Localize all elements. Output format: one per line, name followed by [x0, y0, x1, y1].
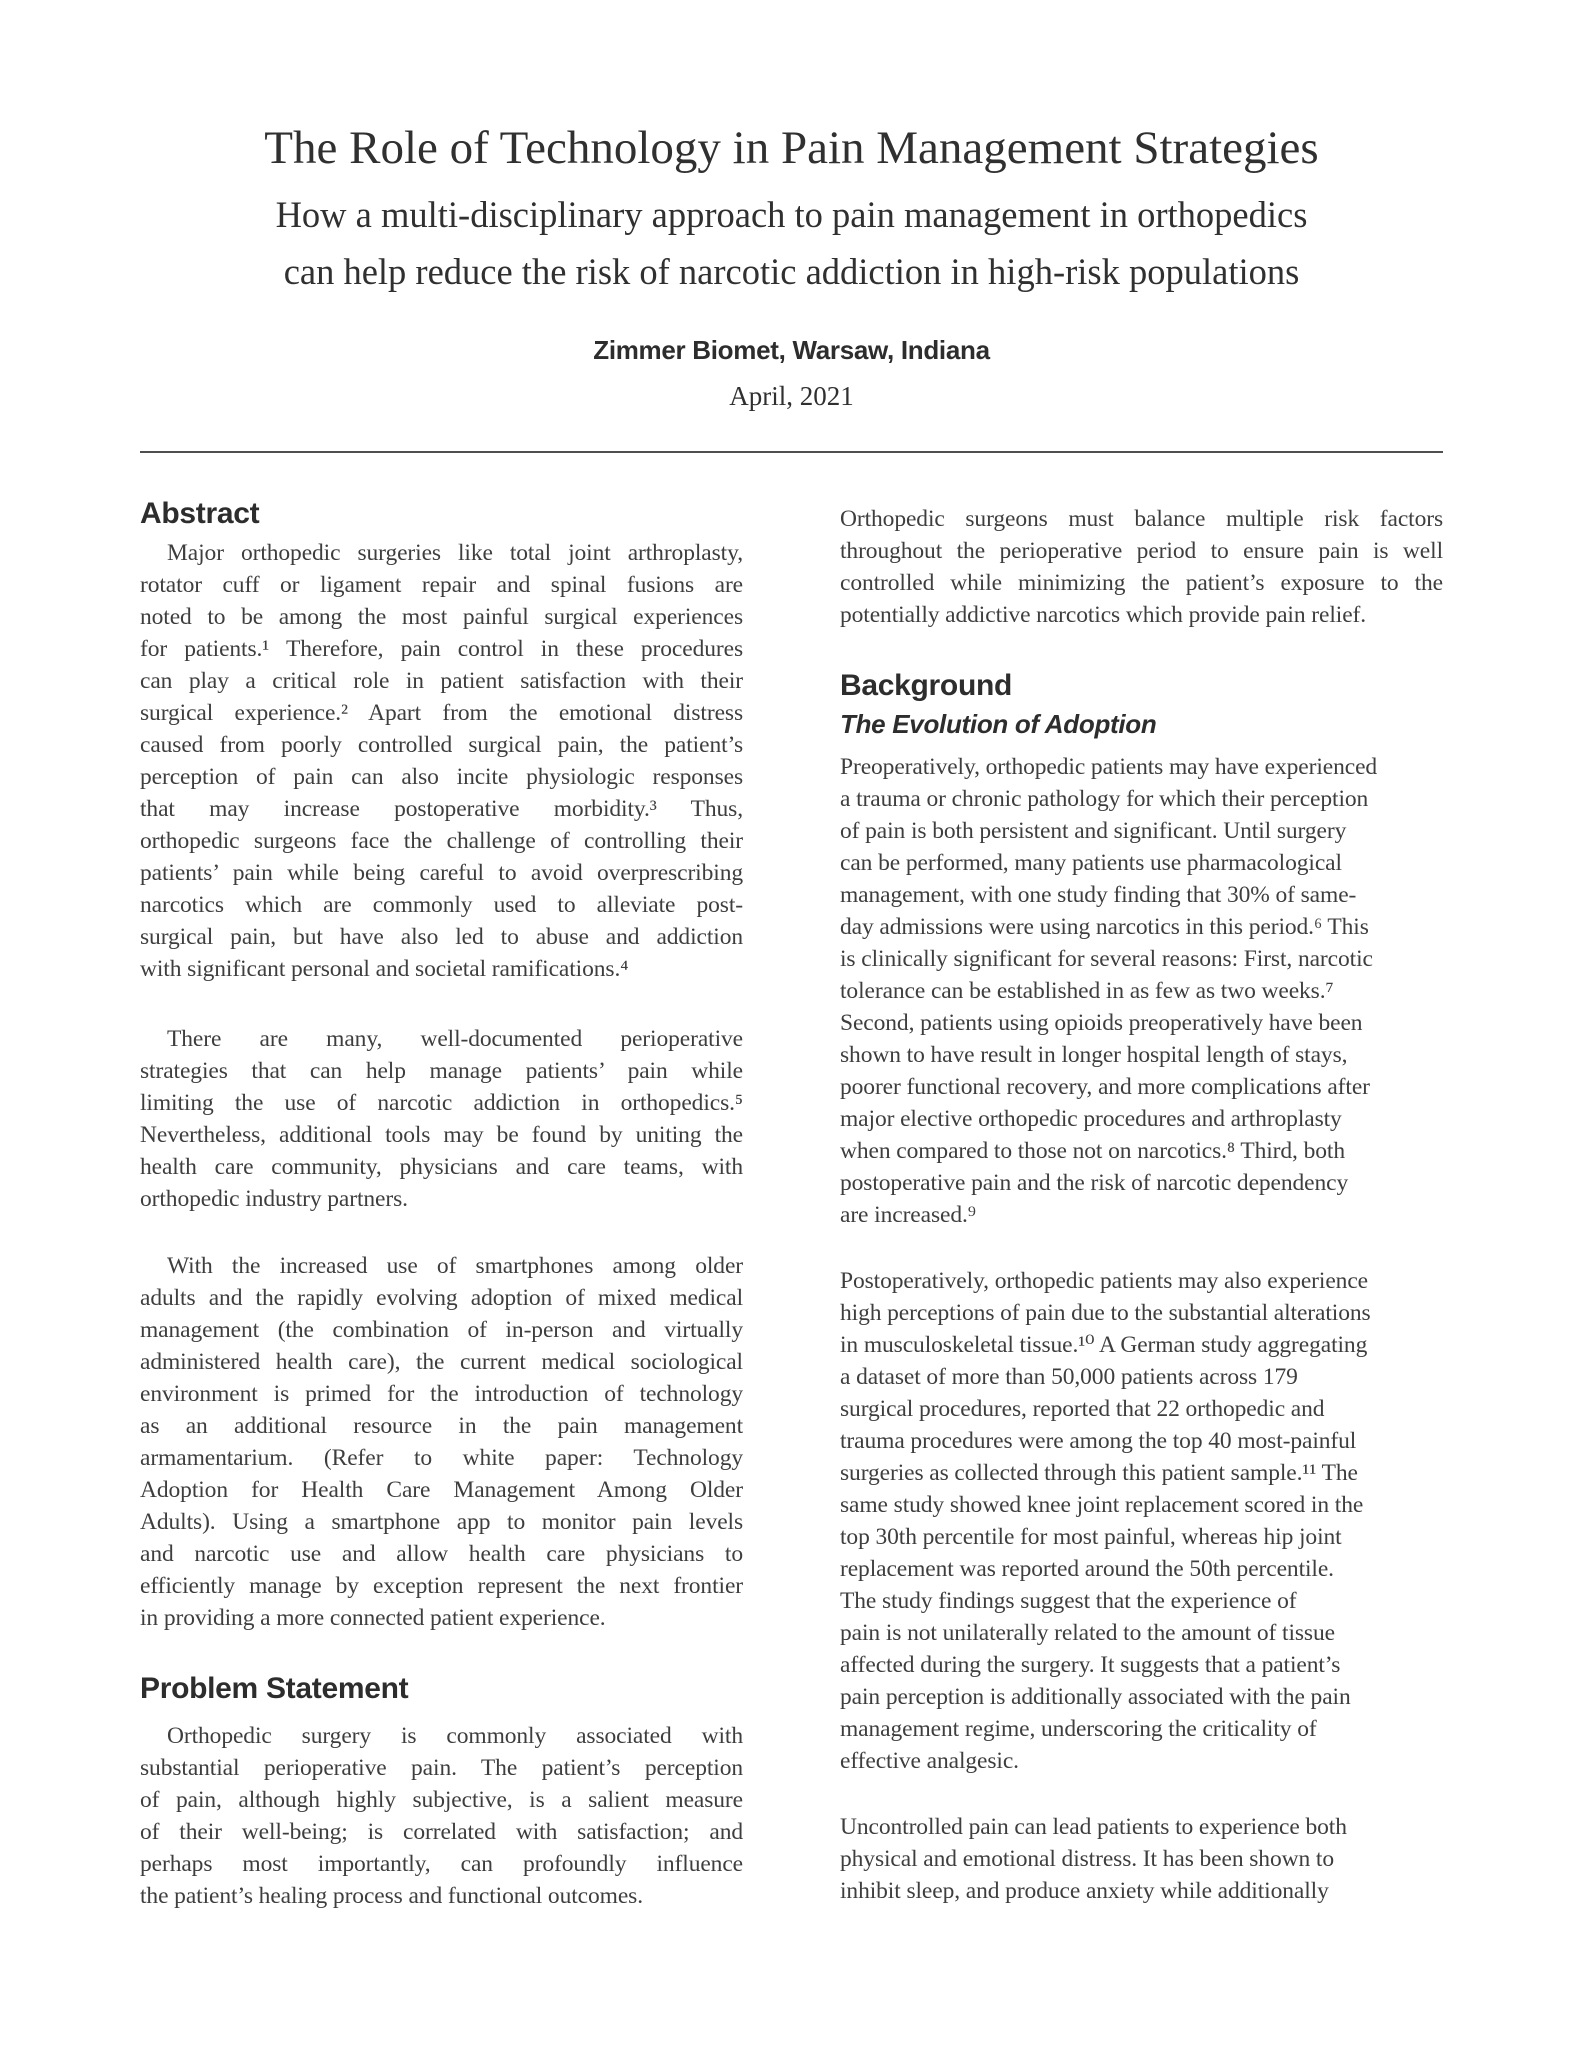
background-subheading: The Evolution of Adoption	[840, 709, 1157, 739]
left-column	[140, 495, 743, 1912]
intro-paragraph: Orthopedic surgeons must balance multiple risk factors throughout the perioperative period to ensure pain is well controlled while minimizing the patient’s exposure to the potentially addictive narcotics which provide pain relief.	[840, 506, 1443, 628]
header-divider	[140, 451, 1443, 453]
problem-statement-paragraph: Orthopedic surgery is commonly associated with substantial perioperative pain. The patient’s perception of pain, although highly subjective, is a salient measure of their well-being; is correlated with satisfaction; and perhaps most importantly, can profoundly influence the patient’s healing process and functional outcomes.	[140, 1723, 743, 1909]
author-byline: Zimmer Biomet, Warsaw, Indiana	[593, 335, 990, 365]
document-header	[0, 0, 1583, 416]
background-paragraph-1: Preoperatively, orthopedic patients may have experienced a trauma or chronic pathology for which their perception of pain is both persistent and significant. Until surgery can be performed, many patients use pharmacological management, with one study finding that 30% of same- day admissions were using narcotics in this period.⁶ This is clinically significant for several reasons: First, narcotic tolerance can be established in as few as two weeks.⁷ Second, patients using opioids preoperatively have been shown to have result in longer hospital length of stays, poorer functional recovery, and more complications after major elective orthopedic procedures and arthroplasty when compared to those not on narcotics.⁸ Third, both postoperative pain and the risk of narcotic dependency are increased.⁹	[840, 754, 1378, 1228]
abstract-heading: Abstract	[140, 497, 260, 530]
page-title: The Role of Technology in Pain Management Strategies	[264, 122, 1319, 174]
page-subtitle: How a multi-disciplinary approach to pain management in orthopedics can help reduce the risk of narcotic addiction in high-risk populations	[275, 194, 1308, 292]
problem-statement-heading: Problem Statement	[140, 1672, 409, 1705]
background-paragraph-2: Postoperatively, orthopedic patients may also experience high perceptions of pain due to the substantial alterations in musculoskeletal tissue.¹⁰ A German study aggregating a dataset of more than 50,000 patients across 179 surgical procedures, reported that 22 orthopedic and trauma procedures were among the top 40 most-painful surgeries as collected through this patient sample.¹¹ The same study showed knee joint replacement scored in the top 30th percentile for most painful, whereas hip joint replacement was reported around the 50th percentile. The study findings suggest that the experience of pain is not unilaterally related to the amount of tissue affected during the surgery. It suggests that a patient’s pain perception is additionally associated with the pain management regime, underscoring the criticality of effective analgesic.	[840, 1268, 1371, 1774]
right-column	[840, 495, 1443, 1912]
abstract-paragraph-3: With the increased use of smartphones among older adults and the rapidly evolving adoption of mixed medical management (the combination of in-person and virtually administered health care), the current medical sociological environment is primed for the introduction of technology as an additional resource in the pain management armamentarium. (Refer to white paper: Technology Adoption for Health Care Management Among Older Adults). Using a smartphone app to monitor pain levels and narcotic use and allow health care physicians to efficiently manage by exception represent the next frontier in providing a more connected patient experience.	[140, 1253, 743, 1631]
background-heading: Background	[840, 669, 1013, 702]
abstract-paragraph-2: There are many, well-documented perioperative strategies that can help manage patients’ pain while limiting the use of narcotic addiction in orthopedics.⁵ Nevertheless, additional tools may be found by uniting the health care community, physicians and care teams, with orthopedic industry partners.	[140, 1026, 743, 1212]
abstract-paragraph-1: Major orthopedic surgeries like total joint arthroplasty, rotator cuff or ligament repair and spinal fusions are noted to be among the most painful surgical experiences for patients.¹ Therefore, pain control in these procedures can play a critical role in patient satisfaction with their surgical experience.² Apart from the emotional distress caused from poorly controlled surgical pain, the patient’s perception of pain can also incite physiologic responses that may increase postoperative morbidity.³ Thus, orthopedic surgeons face the challenge of controlling their patients’ pain while being careful to avoid overprescribing narcotics which are commonly used to alleviate post- surgical pain, but have also led to abuse and addiction with significant personal and societal ramifications.⁴	[140, 540, 743, 982]
two-column-body	[140, 495, 1443, 1912]
publication-date: April, 2021	[729, 381, 854, 411]
background-paragraph-3: Uncontrolled pain can lead patients to experience both physical and emotional distress. It has been shown to inhibit sleep, and produce anxiety while additionally	[840, 1814, 1347, 1904]
